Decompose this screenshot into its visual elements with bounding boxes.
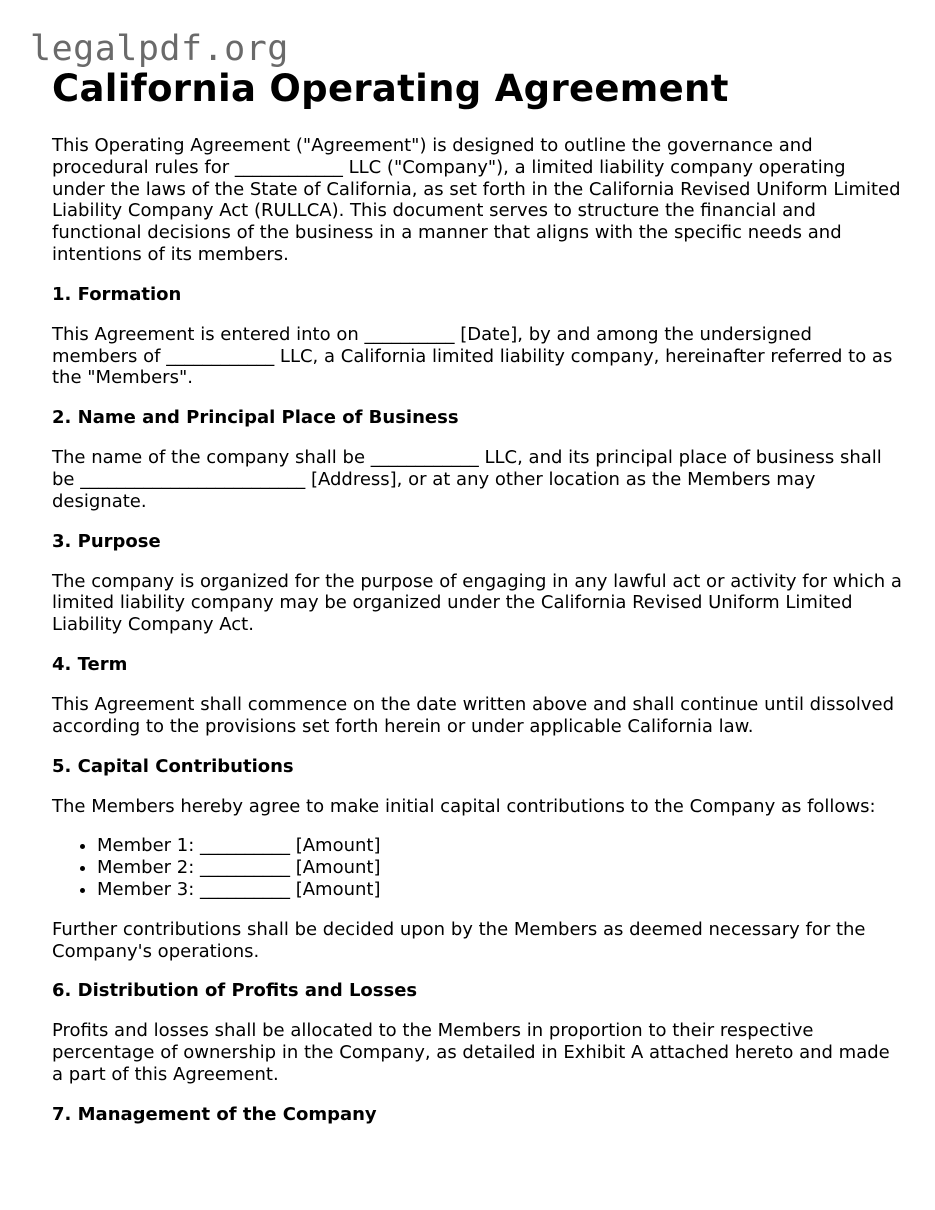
- section-heading-management: 7. Management of the Company: [52, 1103, 377, 1125]
- document-body: [52, 68, 902, 1126]
- document-title: California Operating Agreement: [52, 67, 729, 110]
- contribution-list: [52, 835, 902, 900]
- section-body-formation: This Agreement is entered into on __________ [Date], by and among the undersigned members of ____________ LLC, a California limited liability company, hereinafter referred to as the "Members".: [52, 323, 893, 389]
- section-body-term: This Agreement shall commence on the date written above and shall continue until dissolved according to the provisions set forth herein or under applicable California law.: [52, 693, 895, 737]
- intro-paragraph: This Operating Agreement ("Agreement") is designed to outline the governance and procedural rules for ____________ LLC ("Company"), a limited liability company operating under the laws of the State of California, as set forth in the California Revised Uniform Limited Liability Company Act (RULLCA). This document serves to structure the financial and functional decisions of the business in a manner that aligns with the specific needs and intentions of its members.: [52, 135, 901, 265]
- section-body-profits: Profits and losses shall be allocated to the Members in proportion to their respective percentage of ownership in the Company, as detailed in Exhibit A attached hereto and made a part of this Agreement.: [52, 1020, 890, 1085]
- section-after-capital: Further contributions shall be decided upon by the Members as deemed necessary for the Company's operations.: [52, 918, 866, 962]
- section-body-capital: The Members hereby agree to make initial capital contributions to the Company as follows:: [52, 795, 876, 817]
- list-item: • Member 3: __________ [Amount]: [97, 879, 902, 901]
- section-heading-term: 4. Term: [52, 653, 128, 675]
- watermark-logo: legalpdf.org: [30, 29, 289, 69]
- section-heading-formation: 1. Formation: [52, 283, 182, 305]
- section-heading-capital: 5. Capital Contributions: [52, 755, 294, 777]
- section-body-purpose: The company is organized for the purpose of engaging in any lawful act or activity for which a limited liability company may be organized under the California Revised Uniform Limited Liability Company Act.: [52, 570, 902, 636]
- section-heading-name-place: 2. Name and Principal Place of Business: [52, 407, 459, 429]
- section-heading-profits: 6. Distribution of Profits and Losses: [52, 980, 418, 1002]
- list-item: • Member 2: __________ [Amount]: [97, 857, 902, 879]
- list-item: • Member 1: __________ [Amount]: [97, 835, 902, 857]
- section-body-name-place: The name of the company shall be ____________ LLC, and its principal place of business shall be _________________________ [Address], or at any other location as the Members may designate.: [52, 447, 882, 512]
- section-heading-purpose: 3. Purpose: [52, 530, 161, 552]
